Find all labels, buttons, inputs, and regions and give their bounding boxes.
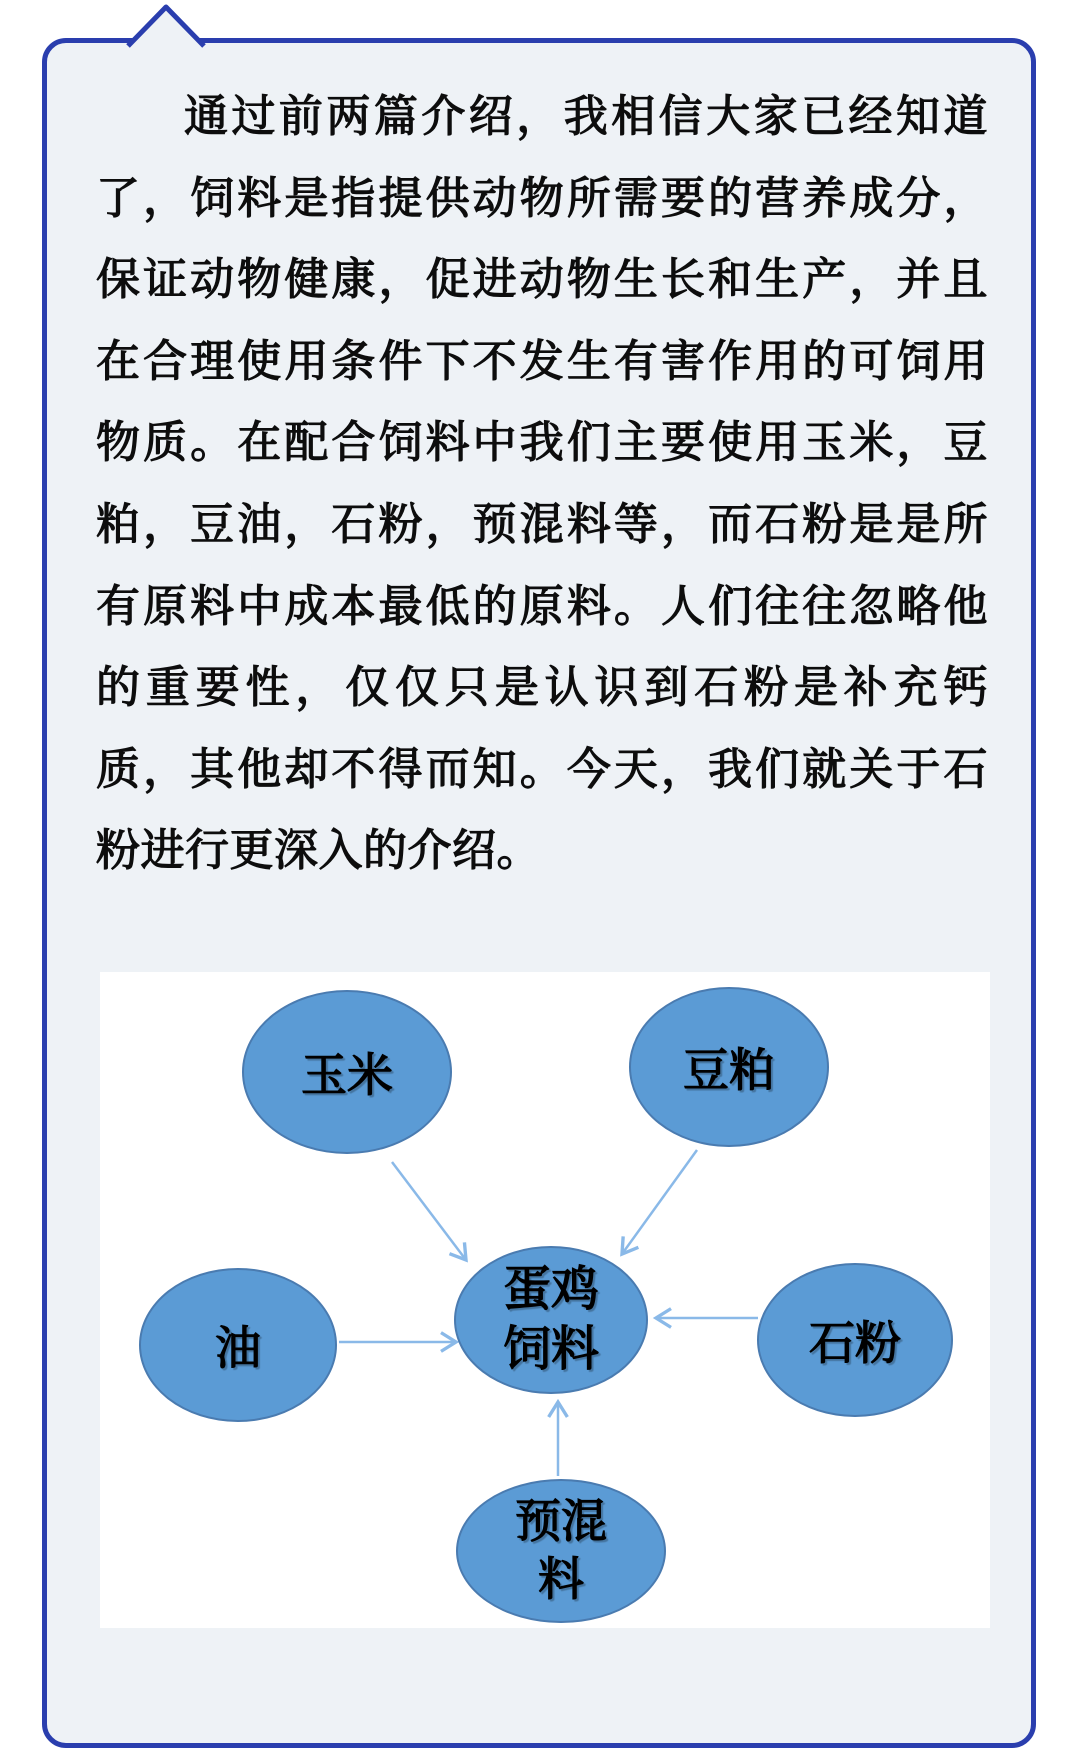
node-label: 蛋鸡 (502, 1263, 599, 1316)
paragraph-line: 了，饲料是指提供动物所需要的营养成分， (96, 173, 988, 223)
node-label: 豆粕 (683, 1045, 775, 1096)
diagram-node-oil (139, 1268, 337, 1422)
diagram-node-premix (456, 1479, 666, 1623)
diagram-node-soybean-meal (629, 987, 829, 1147)
node-label: 预混 (515, 1496, 607, 1547)
node-label: 玉米 (301, 1050, 393, 1101)
paragraph-line: 在合理使用条件下不发生有害作用的可饲用 (96, 336, 988, 386)
arrow-soybean-meal-to-feed (622, 1150, 697, 1254)
speech-bubble-notch (0, 0, 1080, 70)
feed-ingredients-diagram (100, 972, 990, 1628)
paragraph-line: 粉进行更深入的介绍。 (96, 826, 541, 876)
paragraph-line: 粕，豆油，石粉，预混料等，而石粉是是所 (96, 499, 988, 549)
node-label: 料 (538, 1554, 584, 1605)
node-label: 油 (215, 1323, 261, 1374)
paragraph-line: 物质。在配合饲料中我们主要使用玉米，豆 (96, 418, 988, 468)
paragraph-line: 有原料中成本最低的原料。人们往往忽略他 (96, 581, 988, 631)
paragraph-line: 质，其他却不得而知。今天，我们就关于石 (96, 744, 988, 794)
diagram-node-egg-chicken-feed (454, 1246, 648, 1394)
paragraph-line: 通过前两篇介绍，我相信大家已经知道 (184, 92, 988, 141)
diagram-node-corn (242, 990, 452, 1154)
node-label: 饲料 (502, 1323, 599, 1376)
paragraph-line: 的重要性，仅仅只是认识到石粉是补充钙 (96, 663, 988, 713)
article-paragraph (96, 76, 988, 892)
diagram-node-stone-powder (757, 1263, 953, 1417)
paragraph-line: 保证动物健康，促进动物生长和生产，并且 (96, 255, 988, 305)
node-label: 石粉 (809, 1318, 901, 1369)
arrow-corn-to-feed (392, 1162, 466, 1260)
